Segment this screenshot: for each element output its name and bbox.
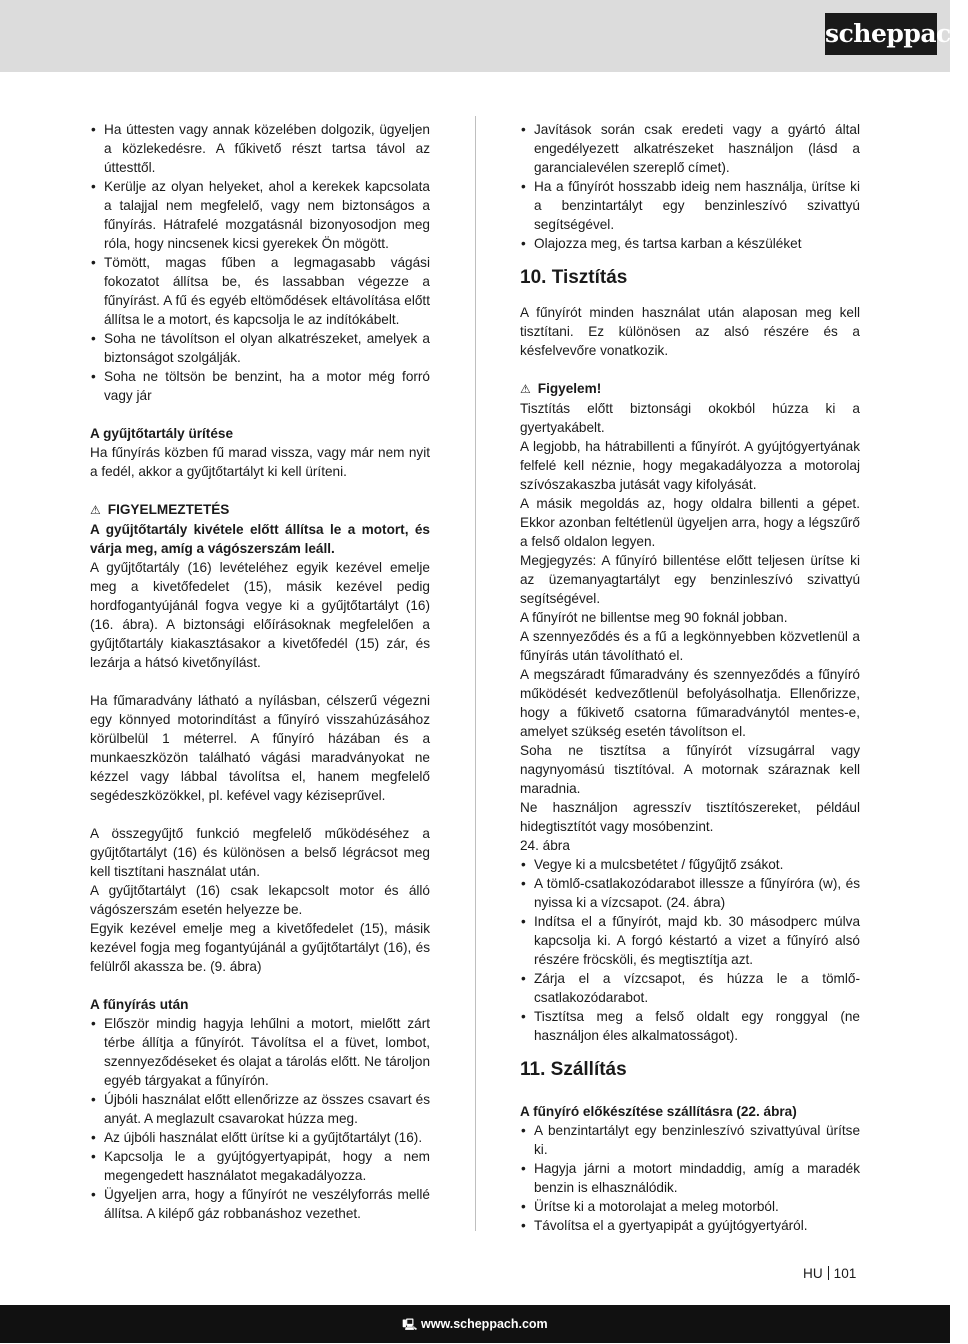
list-item: • Soha ne töltsön be benzint, ha a motor még forró vagy jár [90,367,430,405]
list-item: • Kapcsolja le a gyújtógyertyapipát, hogy a nem megengedett használatot megakadályozza. [90,1147,430,1185]
column-divider [475,116,476,1231]
list-item: • Indítsa el a fűnyírót, majd kb. 30 másodperc múlva kapcsolja ki. A forgó késtartó a vizet a fűnyíró alsó részére fröcsköli, és megtisztítja azt. [520,912,860,969]
empty-container-heading: A gyűjtőtartály ürítése [90,426,234,441]
list-item: • A tömlő-csatlakozódarabot illessze a fűnyíróra (w), és nyissa ki a vízcsapot. (24. ábra) [520,874,860,912]
warning-title-text: FIGYELMEZTETÉS [107,502,230,517]
paragraph: A legjobb, ha hátrabillenti a fűnyírót. A gyújtógyertyának felfelé kell néznie, hogy megakadályozza a motorolaj szívószakaszba jutását vagy kifolyását. [520,439,860,492]
paragraph: A gyűjtőtartályt (16) csak lekapcsolt motor és álló vágószerszám esetén helyezze be. [90,883,430,917]
transport-list [520,1121,860,1235]
paragraph: Ne használjon agresszív tisztítószereket, például hidegtisztítót vagy mosóbenzint. [520,800,860,834]
list-item: • Javítások során csak eredeti vagy a gyártó által engedélyezett alkatrészeket használjon (lásd a garancialevélen szereplő címet). [520,120,860,177]
paragraph: Soha ne tisztítsa a fűnyírót vízsugárral vagy nagynyomású tisztítóval. A motornak száraznak kell maradnia. [520,743,860,796]
list-item: • A benzintartályt egy benzinleszívó szivattyúval ürítse ki. [520,1121,860,1159]
section-title-transport: 11. Szállítás [520,1059,627,1080]
list-item: • Olajozza meg, és tartsa karban a készüléket [520,234,860,253]
list-item: • Tömött, magas fűben a legmagasabb vágási fokozatot állítsa be, és lassabban végezze a fűnyírást. A fű és egyéb eltömődések eltávolítása előtt állítsa le a motort, és kapcsolja le az indítókábelt. [90,253,430,329]
warning-triangle-icon: ⚠ [520,382,531,396]
paragraph: Egyik kezével emelje meg a kivetőfedelet (15), másik kezével fogja meg fogantyújánál a gyűjtőtartályt (16), és felülről akassza be. (9. ábra) [90,921,430,974]
list-item: • Ügyeljen arra, hogy a fűnyírót ne veszélyforrás mellé állítsa. A kilépő gáz robbanáshoz vezethet. [90,1185,430,1223]
cleaning-steps-list [520,855,860,1045]
section-title-cleaning: 10. Tisztítás [520,267,628,288]
empty-container-text: Ha fűnyírás közben fű marad vissza, vagy már nem nyit a fedél, akkor a gyűjtőtartályt ki kell üríteni. [90,445,430,479]
paragraph: Megjegyzés: A fűnyíró billentése előtt teljesen ürítse ki az üzemanyagtartályt egy benzinleszívó szivattyú segítségével. [520,553,860,606]
list-item: • Ha a fűnyírót hosszabb ideig nem használja, ürítse ki a benzintartályt egy benzinleszívó szivattyú segítségével. [520,177,860,234]
cleaning-intro: A fűnyírót minden használat után alaposan meg kell tisztítani. Ez különösen az alsó részére és a késfelvevőre vonatkozik. [520,305,860,358]
warning-bold-text: A gyűjtőtartály kivétele előtt állítsa le a motort, és várja meg, amíg a vágószerszám leáll. [90,522,430,556]
paragraph: A szennyeződés és a fű a legkönnyebben közvetlenül a fűnyírás után távolítható el. [520,629,860,663]
after-mowing-heading: A fűnyírás után [90,997,189,1012]
footer-band [0,1305,950,1343]
list-item: • Zárja el a vízcsapot, és húzza le a tömlő-csatlakozódarabot. [520,969,860,1007]
after-mowing-list [90,1014,430,1223]
paragraph: Tisztítás előtt biztonsági okokból húzza ki a gyertyakábelt. [520,401,860,435]
warning-title [90,500,430,520]
warning-text: A gyűjtőtartály (16) levételéhez egyik kezével emelje meg a kivetőfedelet (15), másik kezével pedig hordfogantyújánál fogva vegye ki a gyűjtőtartályt (16) (16. ábra). A biztonsági előírásoknak megfelelően a gyűjtőtartály kiakasztásakor a kivetőfedél (15) zár, és lezárja a hátsó kivetőnyílást. [90,560,430,670]
brand-logo: scheppach [825,13,937,55]
list-item: • Hagyja járni a motort mindaddig, amíg a maradék benzin is elhasználódik. [520,1159,860,1197]
attention-title [520,379,860,399]
maintenance-list [520,120,860,253]
footer-url[interactable]: www.scheppach.com [421,1317,548,1331]
safety-list [90,120,430,405]
page-lang: HU [803,1266,823,1281]
header-band [0,0,950,72]
list-item: • Újbóli használat előtt ellenőrizze az összes csavart és anyát. A meglazult csavarokat húzza meg. [90,1090,430,1128]
list-item: • Távolítsa el a gyertyapipát a gyújtógyertyáról. [520,1216,860,1235]
list-item: • Először mindig hagyja lehűlni a motort, mielőtt zárt térbe állítja a fűnyírót. Távolítsa el a füvet, lombot, szennyeződéseket és olajat a tárolás előtt. Ne tároljon egyéb tárgyakat a fűnyírón. [90,1014,430,1090]
paragraph: Ha fűmaradvány látható a nyílásban, célszerű végezni egy könnyed motorindítást a fűnyíró visszahúzásához körülbelül 1 méterrel. A fűnyíró házában és a munkaeszközön található vágási maradványokat ne kézzel vagy lábbal távolítsa el, hanem megfelelő segédeszközökkel, pl. kefével vagy kéziseprűvel. [90,693,430,803]
paragraph: A másik megoldás az, hogy oldalra billenti a gépet. Ekkor azonban feltétlenül ügyeljen arra, hogy a légszűrő a felső oldalon legyen. [520,496,860,549]
list-item: • Ha úttesten vagy annak közelében dolgozik, ügyeljen a közlekedésre. A fűkivető részt tartsa távol az úttesttől. [90,120,430,177]
list-item: • Ürítse ki a motorolajat a meleg motorból. [520,1197,860,1216]
list-item: • Vegye ki a mulcsbetétet / fűgyűjtő zsákot. [520,855,860,874]
list-item: • Tisztítsa meg a felső oldalt egy ronggyal (ne használjon éles alkalmatosságot). [520,1007,860,1045]
warning-triangle-icon: ⚠ [90,503,101,517]
right-column [520,120,860,1235]
paragraph: 24. ábra [520,838,570,853]
computer-icon: 🖳 [402,1319,418,1331]
list-item: • Soha ne távolítson el olyan alkatrészeket, amelyek a biztonságot szolgálják. [90,329,430,367]
page-separator [828,1266,829,1280]
paragraph: A megszáradt fűmaradvány és szennyeződés a fűnyíró működését kedvezőtlenül befolyásolhatja. Ellenőrizze, hogy a fűkivető csatorna fűmaradványtól mentes-e, amelyet szükség esetén távolítson el. [520,667,860,739]
paragraph: A fűnyírót ne billentse meg 90 foknál jobban. [520,610,788,625]
list-item: • Az újbóli használat előtt ürítse ki a gyűjtőtartályt (16). [90,1128,430,1147]
page-number-value: 101 [833,1266,857,1281]
paragraph: A összegyűjtő funkció megfelelő működéséhez a gyűjtőtartályt (16) és különösen a belső légrácsot meg kell tisztítani használat után. [90,826,430,879]
page-number [803,1265,856,1283]
attention-title-text: Figyelem! [537,381,602,396]
transport-heading: A fűnyíró előkészítése szállításra (22. ábra) [520,1104,797,1119]
left-column [90,120,430,1223]
list-item: • Kerülje az olyan helyeket, ahol a kerekek kapcsolata a talajjal nem megfelelő, vagy nem biztonságos a fűnyírás. Hátrafelé mozgatásnál bizonyosodjon meg róla, hogy nincsenek kicsi gyerekek Ön mögött. [90,177,430,253]
